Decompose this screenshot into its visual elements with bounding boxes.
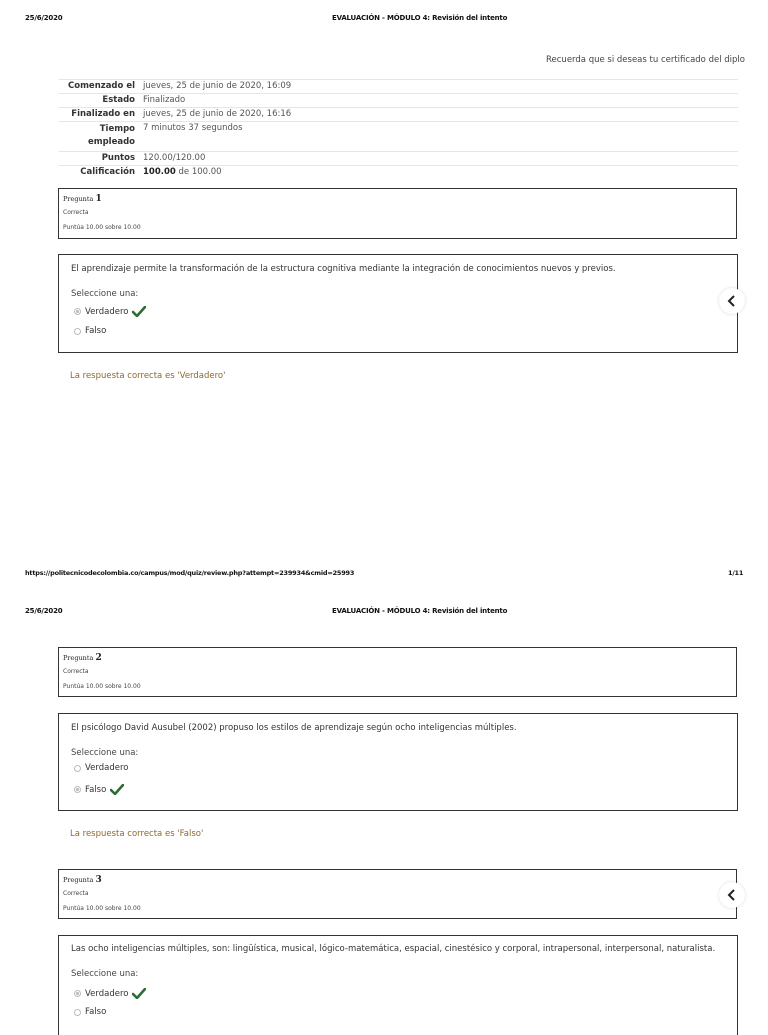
option-falso[interactable] <box>74 326 106 336</box>
summary-label: Comenzado el <box>68 81 135 91</box>
certificate-notice: Recuerda que si deseas tu certificado del diplo <box>546 55 745 65</box>
summary-label: Tiempo empleado <box>87 124 135 147</box>
question-title <box>63 653 102 663</box>
summary-value: jueves, 25 de junio de 2020, 16:09 <box>143 81 292 91</box>
question-number: 3 <box>95 875 102 885</box>
option-label: Verdadero <box>85 306 129 317</box>
summary-row-points <box>59 151 738 165</box>
question-title <box>63 875 102 885</box>
select-prompt: Seleccione una: <box>71 969 139 979</box>
question-status: Correcta <box>63 668 89 675</box>
radio-unselected[interactable] <box>74 328 81 335</box>
summary-row-state <box>59 93 738 107</box>
option-verdadero[interactable] <box>74 988 146 999</box>
summary-label: Calificación <box>80 167 135 177</box>
summary-label: Finalizado en <box>71 109 135 119</box>
select-prompt: Seleccione una: <box>71 289 139 299</box>
option-falso[interactable] <box>74 784 124 795</box>
question-text: El aprendizaje permite la transformación de la estructura cognitiva mediante la integración de conocimientos nuevos y previos. <box>71 264 616 274</box>
question-status: Correcta <box>63 209 89 216</box>
print-footer-page: 1/11 <box>728 569 744 577</box>
summary-label: Estado <box>102 95 135 105</box>
option-label: Verdadero <box>85 763 129 773</box>
question-content-3 <box>58 935 738 1035</box>
question-info-3 <box>58 869 737 919</box>
question-prefix: Pregunta <box>63 876 94 884</box>
radio-unselected[interactable] <box>74 1009 81 1016</box>
summary-row-finished <box>59 107 738 121</box>
option-verdadero[interactable] <box>74 763 128 773</box>
question-number: 1 <box>95 194 102 204</box>
question-text: Las ocho inteligencias múltiples, son: lingüística, musical, lógico-matemática, espacial, cinestésico y corporal, intrapersonal, interpersonal, naturalista. <box>71 944 716 954</box>
radio-unselected[interactable] <box>74 765 81 772</box>
grade-total: de 100.00 <box>175 167 222 177</box>
summary-row-time <box>59 121 738 151</box>
print-footer-url: https://politecnicodecolombia.co/campus/mod/quiz/review.php?attempt=239934&cmid=25993 <box>25 569 355 577</box>
radio-selected[interactable] <box>74 786 81 793</box>
summary-row-grade <box>59 165 738 179</box>
checkmark-icon <box>132 988 146 999</box>
question-status: Correcta <box>63 890 89 897</box>
select-prompt: Seleccione una: <box>71 748 139 758</box>
question-prefix: Pregunta <box>63 654 94 662</box>
chevron-left-icon <box>726 888 738 902</box>
option-label: Verdadero <box>85 988 129 999</box>
radio-selected[interactable] <box>74 990 81 997</box>
checkmark-icon <box>110 784 124 795</box>
option-verdadero[interactable] <box>74 306 146 317</box>
correct-answer-feedback: La respuesta correcta es 'Verdadero' <box>70 371 226 381</box>
option-label: Falso <box>85 326 107 336</box>
summary-value: 7 minutos 37 segundos <box>143 123 243 133</box>
option-falso[interactable] <box>74 1007 106 1017</box>
print-header-date: 25/6/2020 <box>25 607 63 615</box>
question-score: Puntúa 10.00 sobre 10.00 <box>63 905 141 912</box>
chevron-left-icon <box>726 294 738 308</box>
question-info-2 <box>58 647 737 697</box>
summary-row-started <box>59 79 738 93</box>
summary-value <box>143 167 738 177</box>
nav-prev-button[interactable] <box>719 288 745 314</box>
summary-value: Finalizado <box>143 95 186 105</box>
correct-answer-feedback: La respuesta correcta es 'Falso' <box>70 829 204 839</box>
checkmark-icon <box>132 306 146 317</box>
question-content-2 <box>58 713 738 811</box>
summary-value: jueves, 25 de junio de 2020, 16:16 <box>143 109 292 119</box>
grade-value: 100.00 <box>143 167 176 177</box>
option-label: Falso <box>85 1007 107 1017</box>
question-score: Puntúa 10.00 sobre 10.00 <box>63 224 141 231</box>
question-text: El psicólogo David Ausubel (2002) propuso los estilos de aprendizaje según ocho inteligencias múltiples. <box>71 723 517 733</box>
nav-prev-button[interactable] <box>719 882 745 908</box>
option-label: Falso <box>85 784 107 795</box>
question-number: 2 <box>95 653 102 663</box>
question-info-1 <box>58 188 737 239</box>
question-prefix: Pregunta <box>63 195 94 203</box>
summary-value: 120.00/120.00 <box>143 153 206 163</box>
print-header-title: EVALUACIÓN - MÓDULO 4: Revisión del intento <box>332 14 508 22</box>
print-header-date: 25/6/2020 <box>25 14 63 22</box>
attempt-summary-table <box>59 79 738 179</box>
question-title <box>63 194 102 204</box>
question-content-1 <box>58 254 738 353</box>
print-header-title: EVALUACIÓN - MÓDULO 4: Revisión del intento <box>332 607 508 615</box>
summary-label: Puntos <box>101 153 135 163</box>
question-score: Puntúa 10.00 sobre 10.00 <box>63 683 141 690</box>
radio-selected[interactable] <box>74 308 81 315</box>
